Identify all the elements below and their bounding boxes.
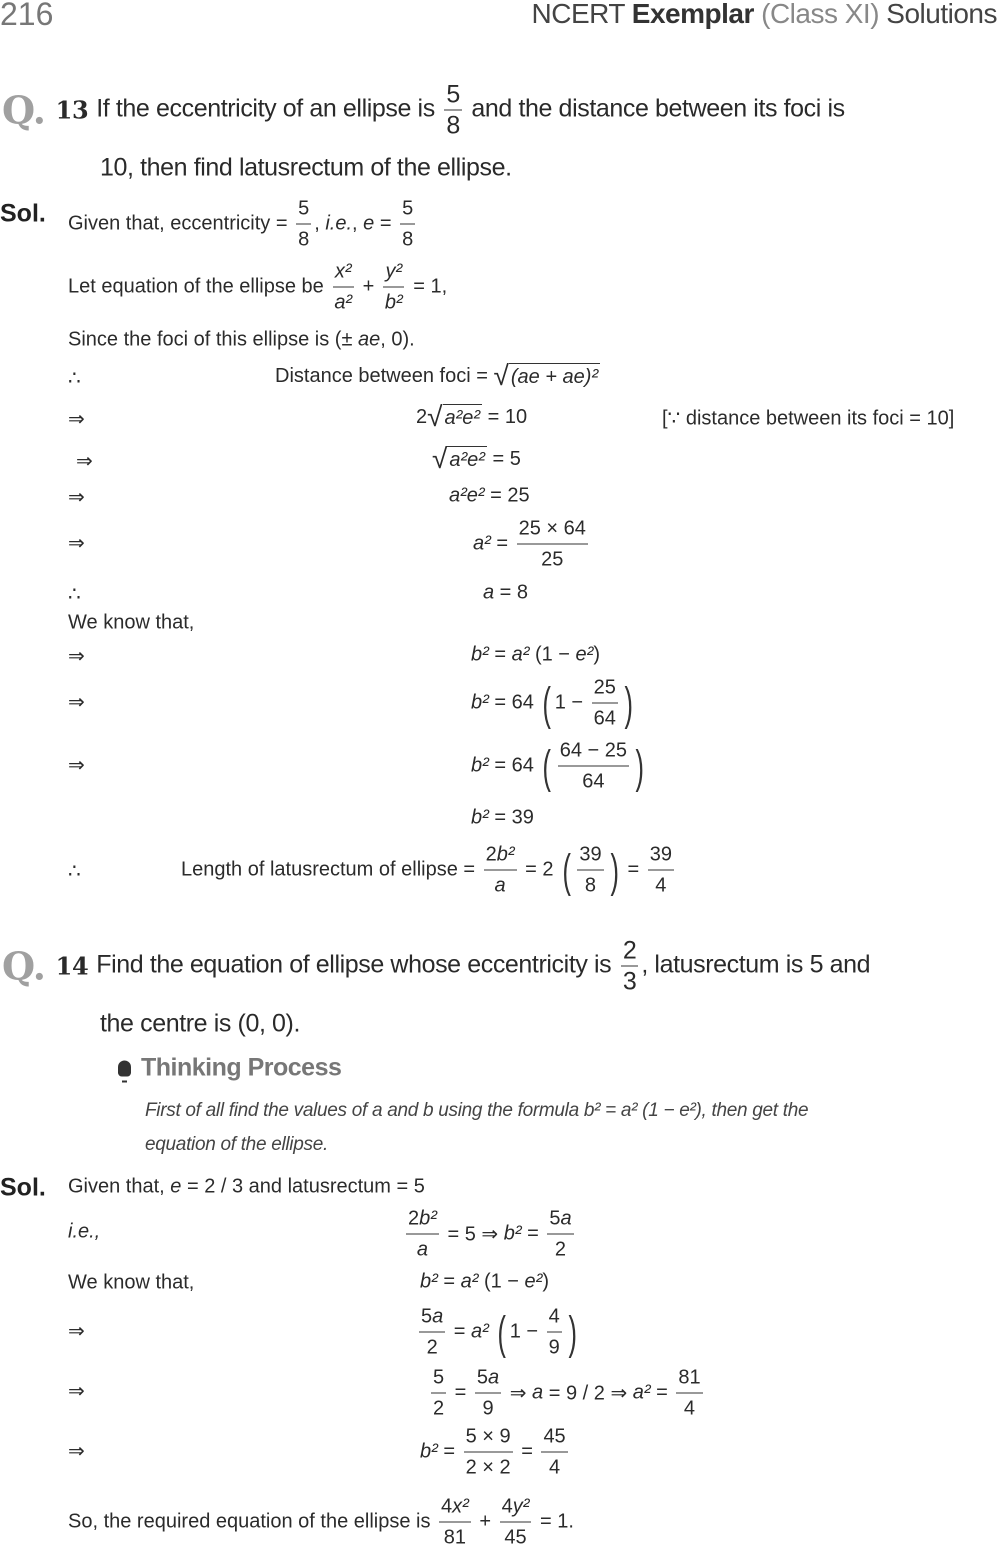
therefore-symbol: ∴	[68, 583, 81, 606]
parenthesized-group	[559, 840, 622, 901]
math-variable: e	[363, 212, 375, 235]
radical-sign-icon: √	[432, 443, 448, 474]
math-text: = 39	[488, 806, 534, 829]
question-number: 14	[55, 951, 89, 981]
fraction	[383, 257, 405, 318]
math-variable: y²	[385, 260, 403, 283]
therefore-symbol: ∴	[68, 860, 81, 883]
math-text: 8	[298, 228, 310, 251]
step	[416, 403, 527, 431]
thinking-process-title: Thinking Process	[141, 1053, 342, 1082]
math-text: = 64	[488, 691, 540, 714]
header-solutions: Solutions	[879, 0, 997, 29]
thinking-process-text: equation of the ellipse.	[145, 1134, 328, 1155]
math-variable: a	[560, 1207, 572, 1230]
numerator	[592, 673, 618, 704]
math-variable: (ae + ae)²	[510, 366, 599, 388]
header-class: (Class XI)	[753, 0, 880, 29]
denominator	[583, 871, 598, 901]
step	[420, 1422, 571, 1483]
math-text: 25 × 64	[518, 517, 586, 540]
math-variable: a²e²	[444, 407, 481, 429]
implies-symbol: ⇒	[68, 532, 85, 555]
math-variable: a²	[460, 1270, 479, 1293]
math-text: 2	[554, 1238, 566, 1261]
math-text: ⇒	[504, 1382, 533, 1405]
math-variable: a²	[511, 643, 530, 666]
implies-symbol: ⇒	[68, 1440, 85, 1463]
numerator	[333, 257, 354, 288]
question-14-line2: the centre is (0, 0).	[100, 1009, 301, 1038]
square-root	[427, 403, 482, 431]
numerator	[621, 936, 639, 967]
right-paren: )	[568, 1306, 577, 1358]
math-text: =	[521, 1222, 545, 1245]
numerator	[500, 1492, 532, 1523]
math-text: = 64	[488, 754, 540, 777]
step	[68, 612, 194, 635]
math-text: =	[650, 1381, 674, 1404]
parenthesized-group	[539, 736, 647, 797]
math-variable: a²	[473, 532, 491, 555]
denominator	[444, 111, 462, 141]
step	[428, 1363, 706, 1424]
question-14-line1	[2, 936, 870, 997]
math-text: )	[542, 1270, 549, 1293]
implies-symbol: ⇒	[68, 691, 85, 714]
fraction	[547, 1302, 562, 1363]
math-text: = 9 / 2 ⇒	[543, 1382, 633, 1405]
step-label: i.e.,	[68, 1220, 101, 1243]
math-variable: b²	[503, 1222, 522, 1245]
numerator	[648, 840, 674, 871]
step	[471, 644, 600, 667]
square-root	[432, 445, 487, 473]
step	[68, 1176, 425, 1199]
math-text: =	[374, 212, 398, 235]
math-text: , 0).	[380, 328, 415, 351]
numerator	[484, 840, 517, 871]
math-text: 39	[579, 843, 602, 866]
math-variable: b²	[420, 1440, 438, 1463]
numerator	[431, 1363, 446, 1394]
numerator	[444, 80, 462, 111]
math-text: =	[490, 532, 514, 555]
math-text: = 1.	[534, 1510, 574, 1533]
radicand	[509, 363, 600, 390]
math-text: = 2 / 3 and latusrectum = 5	[181, 1175, 425, 1198]
step	[68, 257, 447, 318]
left-paren: (	[497, 1306, 507, 1358]
math-variable: a	[483, 581, 495, 604]
numerator	[400, 194, 415, 225]
right-paren: )	[624, 677, 633, 729]
step	[68, 329, 415, 352]
question-text	[96, 80, 845, 141]
math-text: If the eccentricity of an ellipse is	[96, 94, 442, 123]
math-variable: a	[488, 1366, 500, 1389]
step	[275, 362, 600, 390]
denominator	[425, 1333, 440, 1363]
step	[432, 445, 521, 473]
step	[181, 840, 677, 901]
solution-label: Sol.	[0, 199, 46, 228]
step	[483, 582, 528, 605]
fraction	[648, 840, 674, 901]
parenthesized-group	[494, 1302, 580, 1363]
denominator	[400, 225, 415, 255]
math-text: = 5	[486, 447, 521, 470]
implies-symbol: ⇒	[68, 754, 85, 777]
paren-content	[555, 736, 632, 797]
math-text: 2	[416, 405, 428, 428]
math-text: = 10	[482, 405, 528, 428]
math-text: 25	[593, 676, 616, 699]
implies-symbol: ⇒	[68, 1380, 85, 1403]
paren-content	[510, 1302, 565, 1363]
math-variable: b²	[496, 843, 515, 866]
math-text: +	[473, 1510, 497, 1533]
step	[449, 485, 530, 508]
math-text: 5	[433, 1366, 445, 1389]
math-text: 2	[433, 1397, 445, 1420]
fraction	[406, 1204, 439, 1265]
math-text: 64 − 25	[559, 739, 628, 762]
denominator	[502, 1523, 528, 1553]
header-ncert: NCERT	[531, 0, 632, 29]
math-text: =	[449, 1381, 472, 1404]
math-variable: a²	[471, 1320, 489, 1343]
math-text: 4	[655, 874, 667, 897]
math-text: =	[488, 643, 512, 666]
numerator	[577, 840, 603, 871]
math-text: , latusrectum is 5 and	[641, 950, 871, 979]
step	[473, 514, 591, 575]
math-text: 81	[678, 1366, 701, 1389]
denominator	[547, 1453, 562, 1483]
math-text: ,	[314, 212, 326, 235]
denominator	[580, 767, 606, 797]
math-text: = 25	[484, 484, 530, 507]
fraction	[439, 1492, 471, 1553]
math-variable: a	[432, 1305, 444, 1328]
running-header	[532, 0, 997, 30]
math-text: 3	[622, 967, 637, 996]
solution-label: Sol.	[0, 1173, 46, 1202]
math-text: 45	[504, 1526, 527, 1549]
step	[68, 194, 418, 255]
step-label: We know that,	[68, 1271, 195, 1294]
math-text: (1 −	[529, 643, 576, 666]
math-text: 5	[476, 1366, 489, 1389]
numerator	[547, 1204, 573, 1235]
step	[471, 807, 534, 830]
denominator	[332, 288, 354, 318]
denominator	[464, 1453, 513, 1483]
fraction	[541, 1422, 567, 1483]
math-text: =	[448, 1320, 472, 1343]
math-variable: b²	[471, 806, 489, 829]
math-variable: i.e.	[325, 212, 353, 235]
math-variable: e²	[575, 643, 594, 666]
math-text: 4	[549, 1456, 561, 1479]
radical-sign-icon: √	[493, 360, 509, 391]
thinking-process-text: First of all find the values of a and b using the formula b² = a² (1 − e²), then get the	[145, 1100, 809, 1121]
math-text: ,	[352, 212, 364, 235]
numerator	[541, 1422, 567, 1453]
paren-content	[555, 673, 621, 734]
fraction	[444, 80, 462, 141]
math-text: 1 −	[554, 691, 589, 714]
numerator	[558, 736, 629, 767]
math-variable: a²e²	[449, 484, 485, 507]
numerator	[517, 514, 588, 545]
fraction	[475, 1363, 501, 1424]
math-text: =	[515, 1440, 539, 1463]
thinking-process-heading	[118, 1054, 341, 1083]
math-text: )	[593, 643, 600, 666]
math-text: Given that,	[68, 1175, 171, 1198]
right-paren: )	[635, 740, 644, 792]
math-text: 45	[543, 1425, 566, 1448]
step	[416, 1302, 580, 1363]
math-text: +	[357, 275, 380, 298]
fraction	[464, 1422, 513, 1483]
implies-symbol: ⇒	[68, 408, 85, 431]
denominator	[539, 545, 565, 575]
math-text: 64	[582, 770, 605, 793]
question-text	[96, 936, 870, 997]
math-variable: e	[170, 1175, 182, 1198]
math-text: 8	[402, 228, 414, 251]
math-text: 2	[622, 936, 637, 965]
fraction	[621, 936, 639, 997]
math-variable: a²	[632, 1381, 651, 1404]
math-text: 2	[426, 1336, 438, 1359]
denominator	[442, 1523, 468, 1553]
radicand	[447, 446, 487, 473]
math-text: 9	[548, 1336, 560, 1359]
question-mark-label: Q.	[2, 943, 46, 989]
math-text: 5	[549, 1207, 561, 1230]
math-variable: a²e²	[449, 449, 485, 471]
math-text: 2 × 2	[465, 1456, 511, 1479]
math-text: So, the required equation of the ellipse is	[68, 1510, 437, 1533]
math-text: 2	[408, 1207, 420, 1230]
math-text: 5	[421, 1305, 433, 1328]
header-exemplar: Exemplar	[631, 0, 754, 29]
fraction	[592, 673, 618, 734]
step-note: [∵ distance between its foci = 10]	[662, 407, 955, 430]
numerator	[439, 1492, 471, 1523]
denominator	[621, 967, 639, 997]
denominator	[431, 1394, 446, 1424]
math-text: =	[621, 858, 645, 881]
fraction	[484, 840, 517, 901]
math-variable: b²	[471, 754, 489, 777]
math-text: 5	[446, 80, 460, 109]
math-variable: y²	[512, 1495, 530, 1518]
denominator	[493, 871, 508, 901]
fraction	[577, 840, 603, 901]
math-text: 9	[482, 1397, 494, 1420]
math-text: Since the foci of this ellipse is (±	[68, 328, 358, 351]
math-text: 5	[402, 197, 414, 220]
numerator	[547, 1302, 562, 1333]
math-text: 4	[683, 1397, 696, 1420]
implies-symbol: ⇒	[68, 1320, 85, 1343]
step	[403, 1204, 577, 1265]
fraction	[400, 194, 415, 255]
square-root	[493, 362, 600, 390]
math-text: 4	[548, 1305, 560, 1328]
numerator	[676, 1363, 702, 1394]
math-text: 2	[485, 843, 497, 866]
math-text: Let equation of the ellipse be	[68, 275, 330, 298]
math-variable: a²	[334, 291, 353, 314]
question-13-line1	[2, 80, 845, 141]
math-variable: b²	[471, 691, 489, 714]
numerator	[383, 257, 404, 288]
right-paren: )	[610, 844, 619, 896]
left-paren: (	[562, 844, 571, 896]
step	[420, 1271, 549, 1294]
math-text: 4	[441, 1495, 453, 1518]
math-text: Given that, eccentricity =	[68, 212, 294, 235]
fraction	[500, 1492, 532, 1553]
question-mark-label: Q.	[2, 87, 46, 133]
math-variable: a	[494, 874, 506, 897]
denominator	[415, 1235, 430, 1265]
math-variable: a	[416, 1238, 429, 1261]
fraction	[517, 514, 588, 575]
numerator	[296, 194, 311, 225]
math-text: =	[437, 1440, 461, 1463]
fraction	[296, 194, 311, 255]
denominator	[383, 288, 405, 318]
paren-content	[574, 840, 606, 901]
denominator	[592, 704, 618, 734]
math-text: 1 −	[509, 1320, 544, 1343]
math-text: 5	[298, 197, 310, 220]
math-text: 5 × 9	[465, 1425, 511, 1448]
numerator	[475, 1363, 501, 1394]
left-paren: (	[542, 740, 552, 792]
math-text: 8	[584, 874, 597, 897]
numerator	[406, 1204, 439, 1235]
denominator	[653, 871, 668, 901]
math-text: and the distance between its foci is	[464, 94, 845, 123]
step	[471, 673, 636, 734]
therefore-symbol: ∴	[68, 367, 81, 390]
math-text: Find the equation of ellipse whose eccentricity is	[96, 950, 618, 979]
denominator	[296, 225, 311, 255]
math-text: = 8	[494, 581, 529, 604]
math-variable: b²	[471, 643, 489, 666]
math-text: 64	[593, 707, 616, 730]
numerator	[419, 1302, 445, 1333]
question-13-line2: 10, then find latusrectum of the ellipse.	[100, 153, 512, 182]
math-variable: x²	[334, 260, 352, 283]
math-text: (1 −	[478, 1270, 525, 1293]
math-variable: b²	[419, 1207, 437, 1230]
math-variable: ae	[358, 328, 381, 351]
math-text: = 5 ⇒	[441, 1223, 504, 1246]
parenthesized-group	[539, 673, 636, 734]
math-text: Distance between foci =	[275, 364, 494, 387]
fraction	[558, 736, 629, 797]
denominator	[547, 1333, 562, 1363]
fraction	[332, 257, 354, 318]
math-text: 8	[446, 111, 460, 140]
math-variable: x²	[452, 1495, 469, 1518]
math-text: 39	[649, 843, 672, 866]
lightbulb-icon	[118, 1060, 131, 1076]
radicand	[443, 404, 483, 431]
question-number: 13	[55, 95, 89, 125]
implies-symbol: ⇒	[76, 450, 93, 473]
math-text: 81	[443, 1526, 467, 1549]
step	[68, 1492, 574, 1553]
denominator	[682, 1394, 697, 1424]
math-text: 4	[501, 1495, 513, 1518]
math-variable: e²	[524, 1270, 543, 1293]
page-number: 216	[0, 0, 54, 32]
math-text: 25	[541, 548, 564, 571]
fraction	[419, 1302, 445, 1363]
math-text: Length of latusrectum of ellipse =	[181, 858, 481, 881]
fraction	[676, 1363, 702, 1424]
math-text: =	[437, 1270, 461, 1293]
step	[471, 736, 647, 797]
left-paren: (	[542, 677, 552, 729]
math-variable: b²	[420, 1270, 438, 1293]
radical-sign-icon: √	[427, 401, 443, 432]
fraction	[431, 1363, 446, 1424]
math-text: We know that,	[68, 611, 195, 634]
implies-symbol: ⇒	[68, 486, 85, 509]
fraction	[547, 1204, 573, 1265]
math-text: = 1,	[407, 275, 448, 298]
math-variable: b²	[384, 291, 403, 314]
math-text: = 2	[519, 858, 560, 881]
denominator	[553, 1235, 568, 1265]
denominator	[480, 1394, 495, 1424]
implies-symbol: ⇒	[68, 645, 85, 668]
numerator	[464, 1422, 513, 1453]
math-variable: a	[532, 1381, 544, 1404]
